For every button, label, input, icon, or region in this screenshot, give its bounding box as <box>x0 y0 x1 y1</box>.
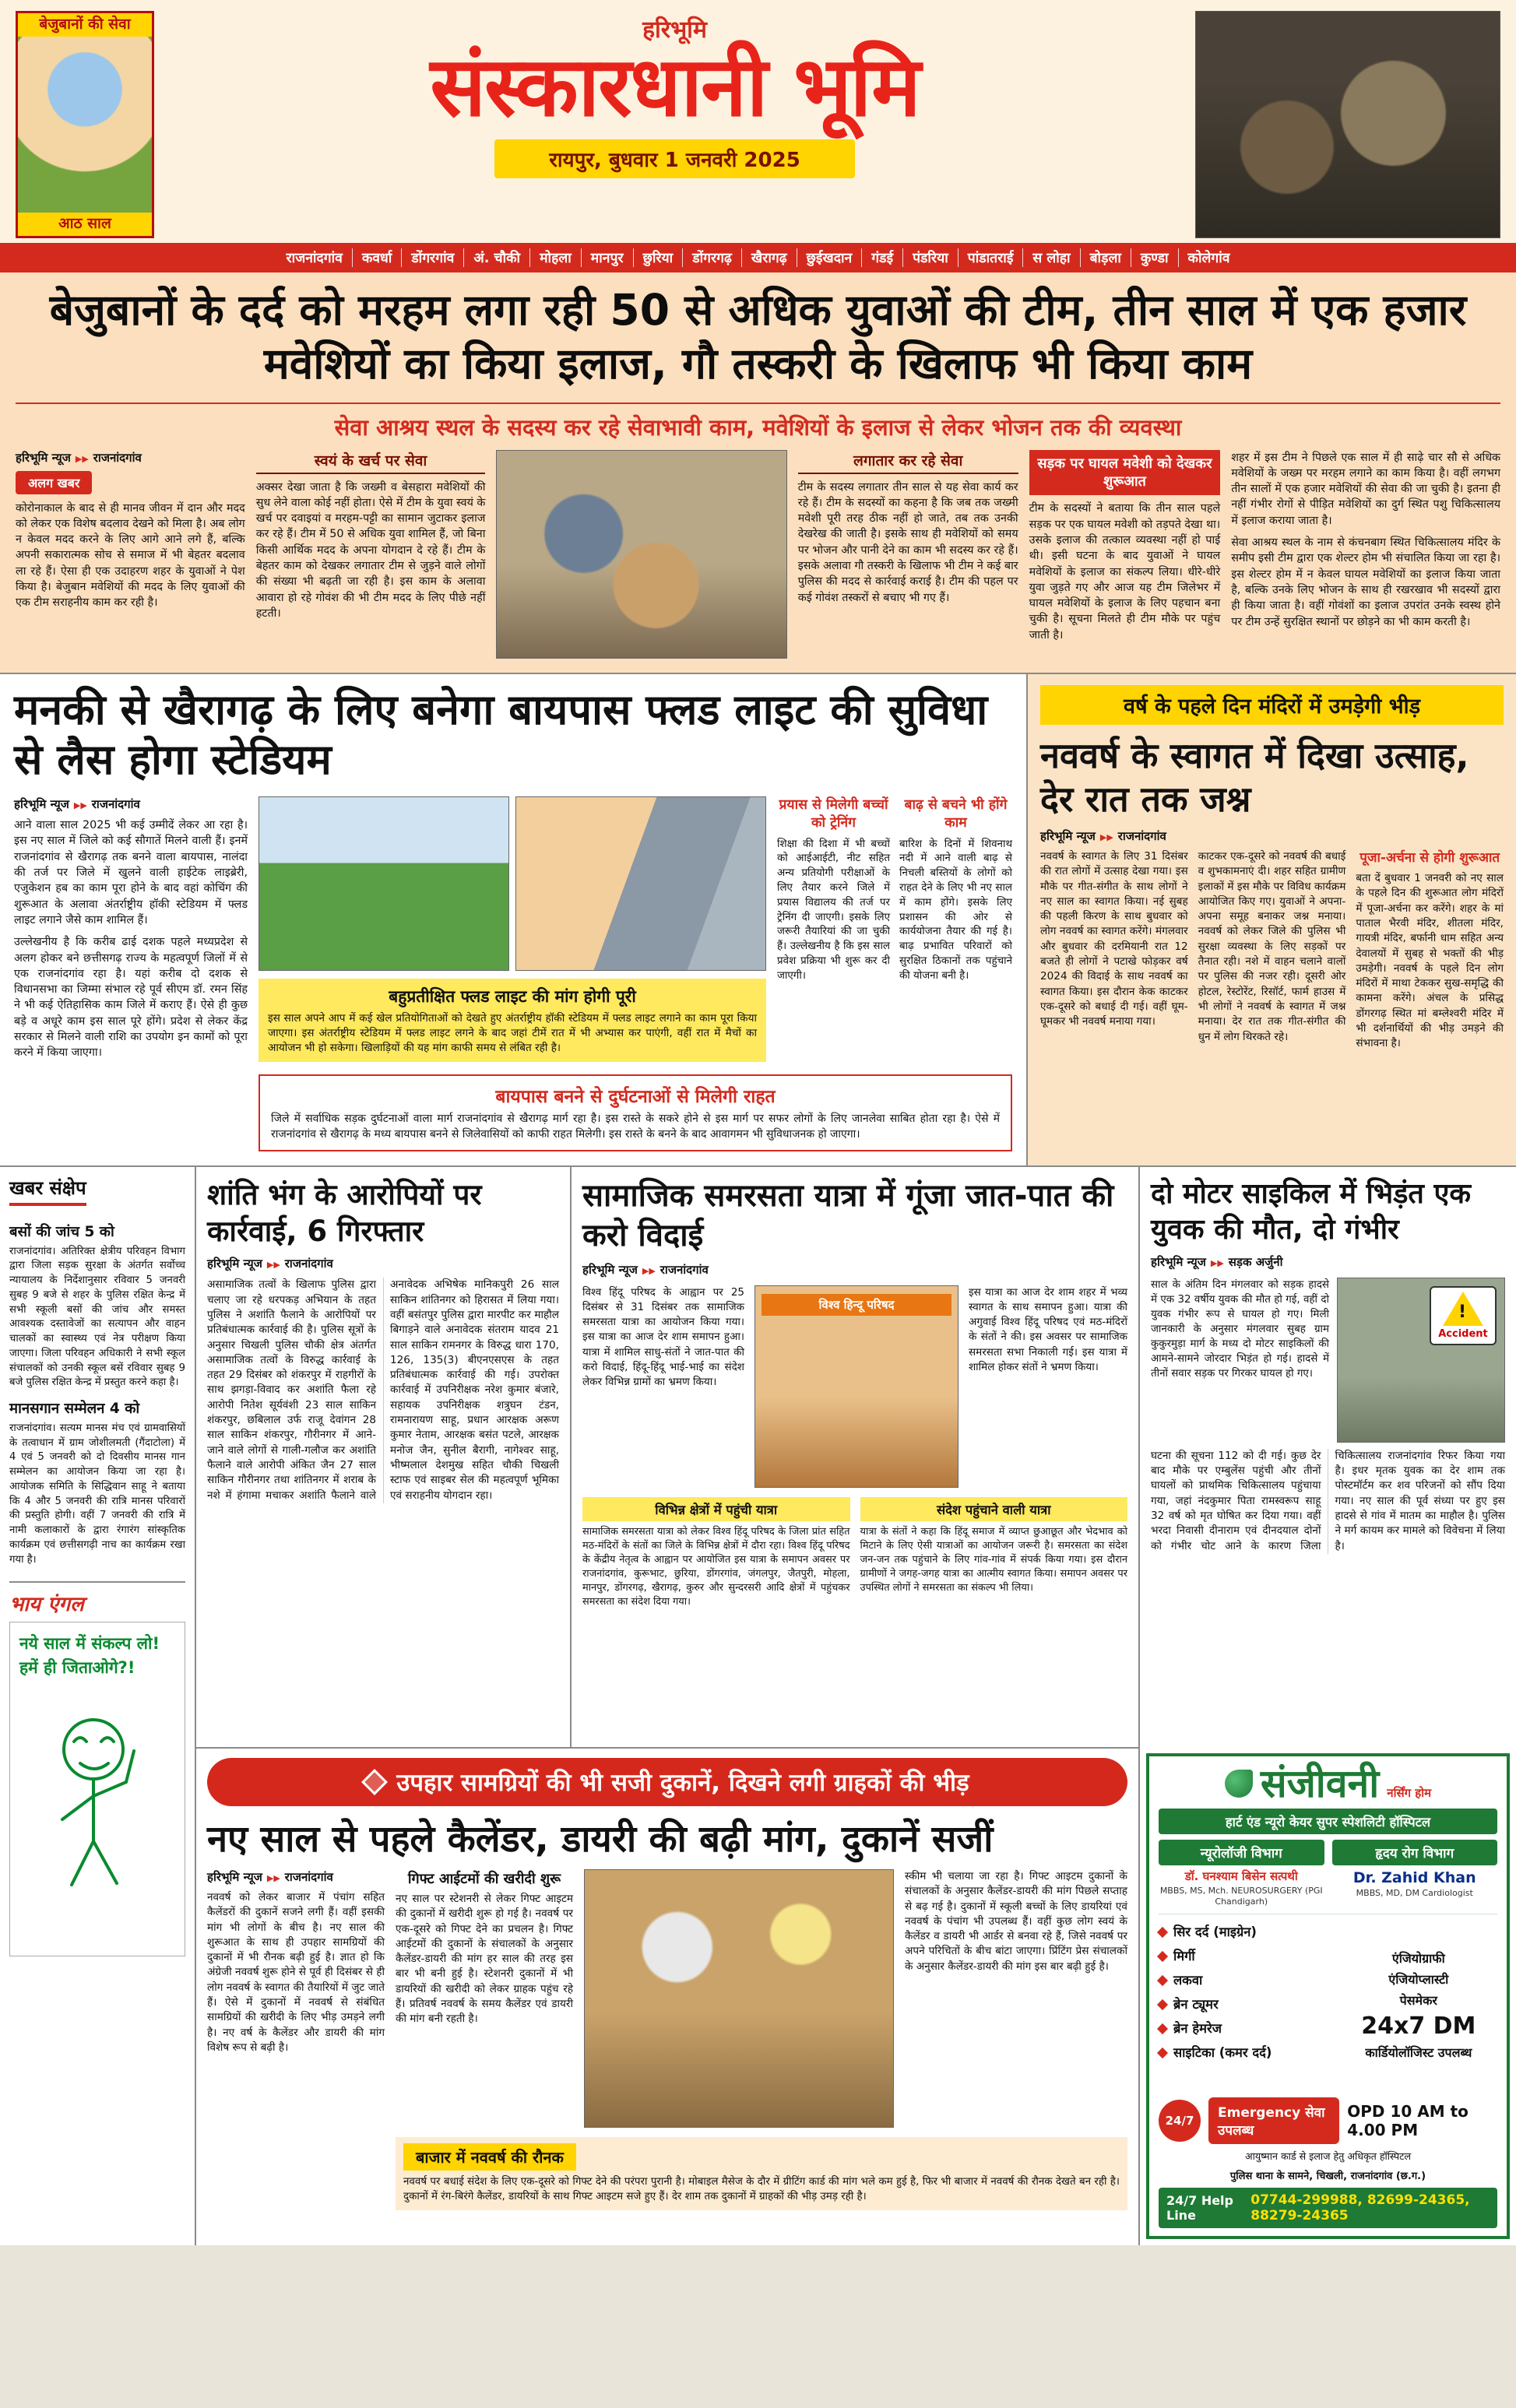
nav-item-dongargarh[interactable]: डोंगरगढ़ <box>682 248 741 267</box>
brief-bus-inspection <box>9 1222 185 1390</box>
lead-headline: बेजुबानों के दर्द को मरहम लगा रही 50 से अधिक युवाओं की टीम, तीन साल में एक हजार मवेशियों का किया इलाज, गौ तस्करी के खिलाफ भी किया काम <box>49 285 1467 389</box>
lead-photo <box>496 450 786 659</box>
body-text: यात्रा के संतों ने कहा कि हिंदू समाज में व्याप्त छुआछूत और भेदभाव को मिटाने के लिए ऐसी यात्राओं का आयोजन जरूरी है। समरसता का संदेश जन-जन तक पहुंचाने के लिए गांव-गांव में संपर्क किया गया। इस दौरान ग्रामीणों ने जगह-जगह यात्रा का आत्मीय स्वागत किया। समापन अवसर पर उपस्थित लोगों ने समरसता का संकल्प भी लिया। <box>860 1526 1127 1594</box>
byline <box>16 450 245 466</box>
brief-headline: बसों की जांच 5 को <box>9 1223 114 1240</box>
leaf-logo-icon <box>1225 1770 1253 1798</box>
yatra-regions-box <box>582 1497 850 1609</box>
byline-place: राजनांदगांव <box>660 1263 709 1277</box>
doctor-credentials: MBBS, MS, Mch. NEUROSURGERY (PGI Chandigarh) <box>1159 1886 1323 1907</box>
story-column <box>905 1869 1127 2128</box>
byline-place: राजनांदगांव <box>284 1257 333 1271</box>
story-photo-block <box>259 796 766 1062</box>
dept-header: न्यूरोलॉजी विभाग <box>1159 1840 1324 1865</box>
lead-column-self-expense <box>256 450 486 659</box>
nav-item-dongargaon[interactable]: डोंगरगांव <box>401 248 463 267</box>
cartoon-section <box>9 1581 185 1956</box>
body-text: स्कीम भी चलाया जा रहा है। गिफ्ट आइटम दुकानों के संचालकों के अनुसार कैलेंडर-डायरी की मांग पिछले सप्ताह से बढ़ गई है। दुकानों में स्कूली बच्चों के लिए डायरियां एवं नववर्ष के पंचांग भी उपलब्ध हैं। वहीं कुछ लोग स्वयं के कैलेंडर व डायरी भी आर्डर से बनवा रहे हैं, जिसे नववर्ष पर अपने परिचितों के बीच बांटा जाएगा। प्रिंटिंग प्रेस संचालकों के अनुसार कैलेंडर-डायरी की मांग इस बार बढ़ी हुई है। <box>905 1869 1127 1973</box>
story-column <box>1040 849 1188 1052</box>
byline <box>1040 828 1504 844</box>
byline <box>207 1869 385 1885</box>
story-column <box>969 1285 1127 1488</box>
nav-item-s-loha[interactable]: स लोहा <box>1022 248 1079 267</box>
lead-story <box>0 272 1516 674</box>
nav-item-khairagarh[interactable]: खैरागढ़ <box>741 248 797 267</box>
nav-item-bodla[interactable]: बोड़ला <box>1080 248 1131 267</box>
kicker-strip: वर्ष के पहले दिन मंदिरों में उमड़ेगी भीड़ <box>1040 685 1504 725</box>
hospital-address: पुलिस थाना के सामने, चिखली, राजनांदगांव (छ.ग.) <box>1229 2170 1426 2182</box>
body-text: राजनांदगांव। सत्यम मानस मंच एवं ग्रामवासियों के तत्वाधान में ग्राम जोशीलमती (गैंदाटोला) में 4 एवं 5 जनवरी को दो दिवसीय मानस गान सम्मेलन का आयोजन किया जा रहा है। आयोजक समिति के सिद्धिवान साहू ने बताया कि 4 और 5 जनवरी की रात्रि मानस परिवारों की प्रस्तुति होगी। वहीं 7 जनवरी की रात्रि में नामी कलाकारों के द्वारा रंगारंग सांस्कृतिक कार्यक्रम एवं छत्तीसगढ़ी नाच का कार्यक्रम रखा गया है। <box>9 1422 185 1566</box>
ayushman-note: आयुष्मान कार्ड से इलाज हेतु अधिकृत हॉस्पिटल <box>1245 2150 1411 2162</box>
accident-sign <box>1430 1286 1497 1345</box>
body-text: इस साल अपने आप में कई खेल प्रतियोगिताओं को देखते हुए अंतर्राष्ट्रीय हॉकी स्टेडियम में फ्लड लाइट लगाने का काम पूरा किया जाएगा। इस अंतर्राष्ट्रीय स्टेडियम में फ्लड लाइट लगने के बाद जहां टीमें रात में भी अभ्यास कर पाएंगी, वहीं रात में मैचों का आयोजन भी हो सकेगा। खिलाड़ियों की यह मांग काफी समय से लंबित रही है। <box>268 1012 757 1054</box>
lead-column-origin <box>1029 450 1221 659</box>
byline-agency: हरिभूमि न्यूज <box>1151 1254 1206 1269</box>
yatra-message-box <box>860 1497 1128 1609</box>
masthead-promo-box <box>16 11 154 238</box>
story-headline: शांति भंग के आरोपियों पर कार्रवाई, 6 गिरफ्तार <box>207 1177 482 1248</box>
body-text: नववर्ष के स्वागत के लिए 31 दिसंबर की रात लोगों में उत्साह देखा गया। इस मौके पर गीत-संगीत के साथ लोगों ने नए साल का स्वागत किया। नई सुबह की पहली किरण के साथ बुधवार को लोग नववर्ष का स्वागत करेंगे। मंगलवार और बुधवार की दरमियानी रात 12 बजते ही लोगों ने पटाखे फोड़कर वर्ष 2024 की विदाई के साथ नववर्ष का स्वागत किया। इस दौरान केक काटकर एक-दूसरे को बधाई दी गई। वहीं घूम-घूमकर भी नववर्ष मनाया गया। <box>1040 849 1188 1028</box>
nav-item-gandai[interactable]: गंडई <box>861 248 902 267</box>
nav-item-churiya[interactable]: छुरिया <box>633 248 683 267</box>
floodlight-highlight-box <box>259 979 766 1062</box>
story-headline: नए साल से पहले कैलेंडर, डायरी की बढ़ी मांग, दुकानें सजीं <box>207 1817 994 1861</box>
service-item: लकवा <box>1159 1967 1332 1991</box>
story-calendar-section <box>196 1747 1140 2245</box>
strip-headline: बाजार में नववर्ष की रौनक <box>403 2143 576 2171</box>
byline-agency: हरिभूमि न्यूज <box>207 1257 262 1271</box>
sidebar-prayas-training <box>777 796 890 1062</box>
body-text: बारिश के दिनों में शिवनाथ नदी में आने वाली बाढ़ से निचली बस्तियों के लोगों को राहत देने के लिए भी नए साल में काम होंगे। इसके लिए प्रशासन की ओर से कार्ययोजना तैयार की गई है। बाढ़ प्रभावित परिवारों को सुरक्षित ठिकानों तक पहुंचाने की योजना बनी है। <box>899 838 1012 982</box>
accident-sign-text: Accident <box>1438 1327 1488 1340</box>
story-column <box>1151 1278 1329 1443</box>
byline-arrows-icon: ▶▶ <box>266 1872 280 1883</box>
story-new-year <box>1028 674 1516 1165</box>
body-text: नववर्ष पर बधाई संदेश के लिए एक-दूसरे को गिफ्ट देने की परंपरा पुरानी है। मोबाइल मैसेज के दौर में ग्रीटिंग कार्ड की मांग भले कम हुई है, फिर भी बाजार में नववर्ष की रौनक देखते बन रही है। दुकानों में रंग-बिरंगे कैलेंडर, डायरियों के साथ गिफ्ट आइटम सजे हुए हैं। देर शाम तक दुकानों में ग्राहकों की भीड़ उमड़ रही है। <box>403 2175 1120 2202</box>
nav-item-chhuikhadan[interactable]: छुईखदान <box>797 248 862 267</box>
nav-item-kolegaon[interactable]: कोलेगांव <box>1178 248 1240 267</box>
nav-item-mohla[interactable]: मोहला <box>529 248 581 267</box>
masthead <box>0 0 1516 243</box>
promo-top-text: बेजुबानों की सेवा <box>18 13 152 37</box>
story-column <box>1198 849 1346 1052</box>
nav-item-pandatarai[interactable]: पांडातराई <box>958 248 1023 267</box>
body-text: सेवा आश्रय स्थल के नाम से कंचनबाग स्थित चिकित्सालय मंदिर के समीप इसी टीम द्वारा एक शेल्टर होम भी संचालित किया जा रहा है। इस शेल्टर होम में न केवल घायल मवेशियों का इलाज किया जाता है, बल्कि उनके लिए भोजन के साथ ही रखरखाव भी सदस्यों द्वारा ही किया जाता है। वहीं गोवंशों का इलाज उपरांत उनके स्वस्थ होने पर टीम उन्हें सुरक्षित स्थानों पर छोड़ने का भी काम करती है। <box>1231 536 1500 628</box>
cardio-services-list <box>1340 1919 1497 2092</box>
body-text: शिक्षा की दिशा में भी बच्चों को आईआईटी, नीट सहित अन्य प्रतियोगी परीक्षाओं के लिए तैयार करने जिले में प्रयास विद्यालय की तर्ज पर ट्रेनिंग दी जाएगी। इसके लिए जरूरी तैयारियां की जा चुकी हैं। उल्लेखनीय है कि इस साल प्रवेश प्रक्रिया भी शुरू कर दी जाएगी। <box>777 838 890 982</box>
lead-column-intro <box>16 450 245 659</box>
brief-manas-sammelan <box>9 1398 185 1567</box>
body-text: घटना की सूचना 112 को दी गई। कुछ देर बाद मौके पर एम्बुलेंस पहुंची और तीनों घायलों को प्राथमिक चिकित्सालय पहुंचाया गया, जहां नंदकुमार पिता रामस्वरूप साहू 32 वर्ष को मृत घोषित कर दिया गया। वहीं भरदा निवासी दीनाराम एवं दीनदयाल दोनों को गंभीर चोट आने के कारण जिला चिकित्सालय राजनांदगांव रिफर किया गया है। इधर मृतक युवक का देर शाम तक पोस्टमॉर्टम कर शव परिजनों को सौंप दिया गया। नए साल की पूर्व संध्या पर हुए इस हादसे से गांव में मातम का माहौल है। पुलिस ने मर्ग कायम कर मामले को विवेचना में लिया है। <box>1151 1449 1505 1552</box>
story-samrasta-yatra <box>572 1167 1140 1747</box>
photo-banner-text: विश्व हिन्दू परिषद <box>762 1294 951 1316</box>
nav-item-manpur[interactable]: मानपुर <box>581 248 633 267</box>
red-box-headline: सड़क पर घायल मवेशी को देखकर शुरूआत <box>1029 450 1221 496</box>
story-bypass-stadium <box>0 674 1028 1165</box>
neuro-services-list <box>1159 1919 1332 2092</box>
body-text: शहर में इस टीम ने पिछले एक साल में ही साढ़े चार सौ से अधिक मवेशियों के जख्म पर मरहम लगाने का काम किया है। वहीं लगभग तीन सालों में एक हजार मवेशियों की सेवा की जा चुकी है। इतना ही नहीं गंभीर रोगों से पीड़ित मवेशियों का दुर्ग स्थित पशु चिकित्सालय में इलाज कराया जाता है। <box>1231 451 1500 527</box>
story-column <box>1356 849 1504 1052</box>
sub-headline: गिफ्ट आईटमों की खरीदी शुरू <box>407 1870 561 1887</box>
service-item: मिर्गी <box>1159 1943 1332 1967</box>
byline-place: राजनांदगांव <box>1117 828 1166 843</box>
sub-headline: लगातार कर रहे सेवा <box>798 450 1018 474</box>
24-7-badge-icon: 24/7 <box>1159 2100 1201 2142</box>
helpline-label: 24/7 Help Line <box>1166 2192 1233 2223</box>
byline-arrows-icon: ▶▶ <box>75 453 89 464</box>
box-headline: बायपास बनने से दुर्घटनाओं से मिलेगी राहत <box>495 1087 776 1108</box>
doctor-credentials: MBBS, MD, DM Cardiologist <box>1356 1887 1473 1898</box>
service-item: पेसमेकर <box>1399 1993 1437 2009</box>
cartoon-speech: नये साल में संकल्प लो! हमें ही जिताओगे?! <box>19 1634 160 1677</box>
road-photo <box>515 796 766 971</box>
story-headline: सामाजिक समरसता यात्रा में गूंजा जात-पात की करो विदाई <box>582 1177 1114 1253</box>
byline-agency: हरिभूमि न्यूज <box>1040 828 1096 843</box>
sanjeevani-advertisement <box>1146 1753 1510 2239</box>
byline <box>207 1256 559 1271</box>
body-text: टीम के सदस्य लगातार तीन साल से यह सेवा कार्य कर रहे हैं। टीम के सदस्यों का कहना है कि जब तक जख्मी मवेशी पूरी तरह ठीक नहीं हो जाते, तब तक उनकी देखरेख की जाती है। इसके साथ ही मवेशियों को समय पर भोजन और पानी देने का काम भी सदस्य कर रहे हैं। इसके अलावा गौ तस्करी के खिलाफ भी टीम ने कई बार पुलिस की मदद से कार्रवाई कराई है। टीम की पहल पर कई गोवंश तस्करों से बचाए भी गए हैं। <box>797 480 1018 604</box>
sub-headline: स्वयं के खर्च पर सेवा <box>256 450 486 474</box>
lead-column-right <box>1231 450 1500 659</box>
dateline: रायपुर, बुधवार 1 जनवरी 2025 <box>494 139 855 178</box>
box-headline: विभिन्न क्षेत्रों में पहुंची यात्रा <box>582 1497 850 1521</box>
body-text: अक्सर देखा जाता है कि जख्मी व बेसहारा मवेशियों की सुध लेने वाला कोई नहीं होता। ऐसे में टीम के युवा स्वयं के खर्च पर दवाइयां व मरहम-पट्टी का सामान जुटाकर इलाज कर रहे हैं। टीम में 50 से अधिक युवा शामिल हैं, जो बिना किसी आर्थिक मदद के अपना योगदान दे रहे हैं। टीम के बेहतर काम को देखकर लगातार टीम से जुड़ने वाले लोगों की संख्या भी बढ़ती जा रही है। इस काम के अलावा आवारा हो रहे गोवंश की भी टीम मदद के लिए पीछे नहीं हटती। <box>255 480 486 620</box>
body-text: काटकर एक-दूसरे को नववर्ष की बधाई व शुभकामनाएं दी। शहर सहित ग्रामीण इलाकों में इस मौके पर विविध कार्यक्रम आयोजित किए गए। युवाओं ने अपना-अपना समूह बनाकर जश्न मनाया। नववर्ष को लेकर जिले की पुलिस भी सुरक्षा व्यवस्था के लिए सड़कों पर तैनात रही। नशे में वाहन चलाने वालों पर पुलिस की नजर रही। दूसरी ओर होटल, रेस्टोरेंट, रिसॉर्ट, फार्म हाउस में भी लोगों ने नववर्ष के स्वागत में जश्न मनाया। देर रात तक गीत-संगीत की धुन में लोग थिरकते रहे। <box>1198 849 1346 1043</box>
news-briefs-column <box>0 1167 196 2245</box>
brief-headline: मानसगान सम्मेलन 4 को <box>9 1400 140 1417</box>
brand-block <box>168 11 1181 238</box>
story-column <box>396 1869 573 2128</box>
promo-image <box>18 37 152 213</box>
neurology-dept <box>1159 1840 1324 1908</box>
body-text: उल्लेखनीय है कि करीब ढाई दशक पहले मध्यप्रदेश से अलग होकर बने छत्तीसगढ़ राज्य के महत्वपूर्ण जिलों में से एक राजनांदगांव रहा है। यहां करीब दो दशक से विधानसभा का जिम्मा संभाल रहे पूर्व सीएम डॉ. रमन सिंह ने भी कई ऐतिहासिक काम जिले में कराए हैं। ऐसे ही कुछ बड़े व अधूरे काम इस साल पूरे होंगे। प्रदेश से लेकर केंद्र सरकार से मिलने वाली राशि का उपयोग इन कामों को पूरा करने में किया जाएगा। <box>14 936 248 1060</box>
service-item: कार्डियोलॉजिस्ट उपलब्ध <box>1365 2045 1472 2061</box>
byline-arrows-icon: ▶▶ <box>266 1260 280 1271</box>
story-headline: नववर्ष के स्वागत में दिखा उत्साह, देर रात तक जश्न <box>1040 734 1469 821</box>
byline-arrows-icon: ▶▶ <box>1210 1257 1224 1268</box>
body-text: बता दें बुधवार 1 जनवरी को नए साल के पहले दिन की शुरूआत लोग मंदिरों में पूजा-अर्चना कर करेंगे। शहर के मां पाताल भैरवी मंदिर, शीतला मंदिर, गायत्री मंदिर, बर्फानी धाम सहित अन्य देवालयों में सुबह से भक्तों की भीड़ उमड़ेगी। नववर्ष के पहले दिन लोग मंदिरों में माथा टेककर सुख-समृद्धि की कामना करेंगे। अंचल के प्रसिद्ध डोंगरगढ़ स्थित मां बम्लेश्वरी मंदिर में भी दर्शनार्थियों की भीड़ उमड़ने की संभावना है। <box>1356 872 1504 1050</box>
masthead-photo <box>1195 11 1500 238</box>
hospital-tagline: हार्ट एंड न्यूरो केयर सुपर स्पेशलिटी हॉस्पिटल <box>1159 1809 1497 1834</box>
body-text: नववर्ष को लेकर बाजार में पंचांग सहित कैलेंडरों की दुकानें सजने लगी हैं। वहीं इसकी मांग भी लोगों के बीच है। नए साल की शुरूआत के साथ ही उपहार सामग्रियों की दुकानों में भी रौनक बढ़ी हुई है। ज्ञात हो कि अंग्रेजी नववर्ष शुरू होने से पूर्व ही दिसंबर से ही लोग नववर्ष के स्वागत की तैयारियों में जुट जाते हैं। ऐसे में दुकानों में नववर्ष से संबंधित सामग्रियों की खरीदी के लिए भीड़ उमड़ने लगी है। नए वर्ष के कैलेंडर और डायरी की मांग विशेष रूप से बढ़ी है। <box>207 1890 385 2054</box>
byline-place: राजनांदगांव <box>93 450 142 465</box>
nav-item-a-chauki[interactable]: अं. चौकी <box>463 248 529 267</box>
story-column <box>207 1869 385 2128</box>
body-text: असामाजिक तत्वों के खिलाफ पुलिस द्वारा चलाए जा रहे धरपकड़ अभियान के तहत पुलिस ने अशांति फैलाने के आरोपियों पर प्रतिबंधात्मक कार्रवाई की है। पुलिस सूत्रों के अनुसार चिखली पुलिस चौकी क्षेत्र अंतर्गत असामाजिक तत्वों के विरुद्ध कार्रवाई के तहत 29 दिसंबर को शंकरपुर में राहगीरों के साथ झगड़ा-विवाद कर अशांति फैला रहे आरोपी नितेश सूर्यवंशी 23 साल साकिन शंकरपुर, छबिलाल उर्फ राजू देवांगन 28 साल साकिन शंकरपुर, गौरीनगर में आने-जाने वाले लोगों से गाली-गलौज कर अशांति फैलाने वाले आरोपी अंकित जैन 27 साल साकिन गौरीनगर तथा शांतिनगर में शराब के नशे में हंगामा मचाकर अशांति फैलाने वाले अनावेदक अभिषेक मानिकपुरी 26 साल साकिन शांतिनगर को हिरासत में लिया गया। वहीं बसंतपुर पुलिस द्वारा मारपीट कर माहौल बिगाड़ने वाले अनावेदक संतराम यादव 21 साल साकिन रामनगर के विरुद्ध धारा 170, 126, 135(3) बीएनएसएस के तहत प्रतिबंधात्मक कार्रवाई की गई। उपरोक्त कार्रवाई में उपनिरीक्षक नरेश कुमार बंजारे, सहायक उपनिरीक्षक शत्रुघन टंडन, रामनारायण साहू, प्रधान आरक्षक अरूण कुमार नेताम, आरक्षक बसंत पटले, आरक्षक मनोज जैन, सुनील बैरागी, नागेश्वर साहू, भीष्मलाल देशमुख सहित चौकी चिखली स्टाफ एवं साइबर सेल की महत्वपूर्ण भूमिका एवं सराहनीय योगदान रहा। <box>207 1278 559 1502</box>
byline <box>1151 1254 1505 1270</box>
sidebar-headline: प्रयास से मिलेगी बच्चों को ट्रेनिंग <box>779 797 888 831</box>
box-headline: संदेश पहुंचाने वाली यात्रा <box>860 1497 1128 1521</box>
story-headline: दो मोटर साइकिल में भिड़ंत एक युवक की मौत, दो गंभीर <box>1151 1177 1472 1246</box>
byline-arrows-icon: ▶▶ <box>73 800 87 811</box>
body-text: कोरोनाकाल के बाद से ही मानव जीवन में दान और मदद को लेकर एक विशेष बदलाव देखने को मिला है। अब लोग न केवल मदद करने के लिए आगे आने लगे हैं, बल्कि अपनी सकारात्मक सोच से समाज में भी बेहतर बदलाव ला रहे हैं। ऐसा ही एक उदाहरण शहर के युवाओं ने पेश किया है। बेजुबान मवेशियों की मदद के लिए युवाओं की एक टीम सराहनीय काम कर रही है। <box>16 501 245 610</box>
service-item: एंजियोग्राफी <box>1391 1951 1445 1967</box>
sidebar-flood-works <box>899 796 1012 1062</box>
body-text: जिले में सर्वाधिक सड़क दुर्घटनाओं वाला मार्ग राजनांदगांव से खैरागढ़ मार्ग रहा है। इस रास्ते के सकरे होने से इस मार्ग पर सफर लोगों के लिए जानलेवा साबित होता रहा है। ऐसे में राजनांदगांव से खैरागढ़ के मध्य बायपास बनने से जिलेवासियों को काफी राहत मिलेगी। इस रास्ते के बनने के बाद आवागमन भी सुविधाजनक हो जाएगा। <box>271 1113 1000 1141</box>
byline <box>582 1262 1127 1278</box>
cardiology-dept <box>1332 1840 1498 1908</box>
hospital-name: संजीवनी <box>1260 1760 1380 1806</box>
byline-agency: हरिभूमि न्यूज <box>582 1263 638 1277</box>
cartoon-title: भाय एंगल <box>9 1593 84 1617</box>
service-item: ब्रेन हेमरेज <box>1159 2016 1332 2040</box>
story-headline: मनकी से खैरागढ़ के लिए बनेगा बायपास फ्लड लाइट की सुविधा से लैस होगा स्टेडियम <box>14 684 988 785</box>
cartoon-doodle <box>19 1679 175 1905</box>
opd-hours: OPD 10 AM to 4.00 PM <box>1347 2101 1469 2139</box>
byline-arrows-icon: ▶▶ <box>1099 831 1113 842</box>
cartoon-box <box>9 1622 185 1956</box>
lead-subhead: सेवा आश्रय स्थल के सदस्य कर रहे सेवाभावी काम, मवेशियों के इलाज से लेकर भोजन तक की व्यवस्था <box>16 403 1500 442</box>
lead-column-continuous-service <box>798 450 1018 659</box>
body-text: विश्व हिंदू परिषद के आह्वान पर 25 दिसंबर से 31 दिसंबर तक सामाजिक समरसता यात्रा का आयोजन किया गया। इस यात्रा का आज देर शाम समापन हुआ। यात्रा में शामिल साधु-संतों ने जात-पात की करो विदाई, हिंदू-हिंदू भाई-भाई का संदेश लेकर विभिन्न ग्रामों का भ्रमण किया। <box>582 1286 744 1388</box>
accident-photo <box>1337 1278 1505 1443</box>
gift-shops-banner <box>207 1758 1127 1806</box>
byline-place: राजनांदगांव <box>284 1869 333 1884</box>
nav-item-kunda[interactable]: कुण्डा <box>1131 248 1178 267</box>
region-navbar <box>0 243 1516 272</box>
hospital-type: नर्सिंग होम <box>1387 1785 1432 1800</box>
stadium-photo <box>259 796 509 971</box>
warning-triangle-icon <box>1443 1292 1483 1326</box>
story-column <box>14 796 248 1062</box>
story-column <box>582 1285 744 1488</box>
exclamation-glyph: ! <box>1458 1302 1467 1322</box>
yatra-photo <box>754 1285 958 1488</box>
story-accident <box>1140 1167 1516 1747</box>
body-text: इस यात्रा का आज देर शाम शहर में भव्य स्वागत के साथ समापन हुआ। यात्रा की अगुवाई विश्व हिंदू परिषद एवं मठ-मंदिरों के संतों ने की। इस अवसर पर सामाजिक समरसता सभा निकाली गई। इस यात्रा में शामिल होकर संतों ने भ्रमण किया। <box>969 1286 1127 1373</box>
byline <box>14 796 248 812</box>
banner-text: उपहार सामग्रियों की भी सजी दुकानें, दिखने लगी ग्राहकों की भीड़ <box>396 1768 969 1797</box>
dept-header: हृदय रोग विभाग <box>1332 1840 1498 1865</box>
doctor-name: डॉ. घनश्याम बिसेन सत्पथी <box>1184 1868 1298 1883</box>
service-item: सिर दर्द (माइग्रेन) <box>1159 1919 1332 1943</box>
market-photo <box>584 1869 894 2128</box>
market-glow-strip <box>396 2137 1127 2211</box>
body-text: आने वाला साल 2025 भी कई उम्मीदें लेकर आ रहा है। इस नए साल में जिले को कई सौगातें मिलने वाली हैं। इनमें राजनांदगांव से खैरागढ़ तक बनने वाला बायपास, नालंदा की तर्ज पर जिले में खुलने वाली हाईटेक लाइब्रेरी, एजुकेशन हब का काम पूरा होने के बाद वहां कोचिंग की शुरूआत के अलावा अंतर्राष्ट्रीय हॉकी स्टेडियम में फ्लड लाइट लगाने जैसे काम शामिल हैं। <box>14 819 248 926</box>
story-arrests <box>196 1167 572 1747</box>
emergency-label: Emergency सेवा उपलब्ध <box>1208 2097 1339 2144</box>
body-text: टीम के सदस्यों ने बताया कि तीन साल पहले सड़क पर एक घायल मवेशी को तड़पते देखा था। उसके इलाज की तत्काल व्यवस्था नहीं हो पाई थी। इसी घटना के बाद युवाओं ने घायल मवेशियों के इलाज का संकल्प लिया। धीरे-धीरे युवा जुड़ते गए और आज यह टीम जिलेभर में घायल मवेशियों के इलाज के लिए पहचान बना चुकी है। सूचना मिलते ही टीम मौके पर पहुंच जाती है। <box>1029 502 1221 642</box>
nav-item-rajnandgaon[interactable]: राजनांदगांव <box>286 251 343 266</box>
byline-agency: हरिभूमि न्यूज <box>14 797 69 812</box>
sidebar-headline: बाढ़ से बचने भी होंगे काम <box>904 797 1008 831</box>
byline-agency: हरिभूमि न्यूज <box>207 1869 262 1884</box>
gift-icon <box>361 1769 388 1795</box>
helpline-phones: 07744-299988, 82699-24365, 88279-24365 <box>1250 2192 1470 2223</box>
promo-bottom-text: आठ साल <box>18 213 152 236</box>
service-item: 24x7 DM <box>1361 2013 1476 2041</box>
briefs-title: खबर संक्षेप <box>9 1175 86 1206</box>
body-text: राजनांदगांव। अतिरिक्त क्षेत्रीय परिवहन विभाग द्वारा जिला सड़क सुरक्षा के अंतर्गत सर्वोच्च न्यायालय के निर्देशानुसार रविवार 5 जनवरी सुबह 9 बजे से शहर के पुलिस रक्षित केन्द्र में सभी स्कूली बसों की जांच और समस्त आवश्यक दस्तावेजों का सत्यापन और वाहन चालकों का स्वास्थ्य एवं नेत्र परीक्षण किया जाएगा। जिला परिवहन अधिकारी ने सभी स्कूल संचालकों को उनकी स्कूल बसें रविवार सुबह 9 बजे पुलिस रक्षित केन्द्र में प्रस्तुत करने कहा है। <box>9 1245 185 1389</box>
nav-item-kawardha[interactable]: कवर्धा <box>352 248 401 267</box>
service-item: एंजियोप्लास्टी <box>1388 1972 1449 1988</box>
byline-agency: हरिभूमि न्यूज <box>16 450 71 465</box>
nav-item-pandariya[interactable]: पंडरिया <box>902 248 958 267</box>
service-item: साइटिका (कमर दर्द) <box>1159 2040 1332 2064</box>
byline-place: सड़क अर्जुनी <box>1228 1254 1283 1269</box>
doctor-name: Dr. Zahid Khan <box>1352 1868 1476 1886</box>
bypass-relief-box <box>259 1074 1012 1151</box>
sub-headline: पूजा-अर्चना से होगी शुरूआत <box>1359 849 1500 866</box>
service-item: ब्रेन ट्यूमर <box>1159 1991 1332 2016</box>
body-text: सामाजिक समरसता यात्रा को लेकर विश्व हिंदू परिषद के जिला प्रांत सहित मठ-मंदिरों के संतों का जिले के विभिन्न क्षेत्रों में दौरा रहा। विश्व हिंदू परिषद के केंद्रीय नेतृत्व के आह्वान पर आयोजित इस यात्रा के समापन अवसर पर राजनांदगांव, कुरूभाट, छुरिया, डोंगरगांव, जंगलपुर, जैतपुरी, मोहला, मानपुर, डोंगरगढ़, खैरागढ़, कुरुर और सुन्दरसरी आदि क्षेत्रों में पहुंचकर समरसता का संदेश दिया गया। <box>582 1526 850 1608</box>
brand-name: हरिभूमि <box>642 16 707 44</box>
byline-place: राजनांदगांव <box>91 797 140 812</box>
page-title: संस्कारधानी भूमि <box>430 39 920 135</box>
body-text: साल के अंतिम दिन मंगलवार को सड़क हादसे में एक 32 वर्षीय युवक की मौत हो गई, वहीं दो युवक गंभीर रूप से घायल हो गए। मिली जानकारी के अनुसार मंगलवार सुबह ग्राम कुकुरमुड़ा मार्ग के मध्य दो मोटर साइकिलों की आमने-सामने जोरदार भिड़ंत हो गई। हादसे में तीनों सवार सड़क पर गिरकर घायल हो गए। <box>1151 1278 1329 1380</box>
byline-arrows-icon: ▶▶ <box>642 1266 656 1276</box>
exclusive-badge: अलग खबर <box>16 471 92 494</box>
body-text: नए साल पर स्टेशनरी से लेकर गिफ्ट आइटम की दुकानों में खरीदी शुरू हो गई है। नववर्ष पर एक-दूसरे को गिफ्ट देने का प्रचलन है। गिफ्ट आईटमों की दुकानों के संचालकों के अनुसार कैलेंडर-डायरी की मांग हर साल की तरह इस बार भी बनी हुई है। स्टेशनरी दुकानों में भी डायरियों की खरीदी को लेकर ग्राहक पहुंच रहे हैं। प्रतिवर्ष नववर्ष के समय कैलेंडर एवं डायरी की मांग बनी रहती है। <box>396 1892 573 2026</box>
highlight-headline: बहुप्रतीक्षित फ्लड लाइट की मांग होगी पूरी <box>389 987 636 1007</box>
